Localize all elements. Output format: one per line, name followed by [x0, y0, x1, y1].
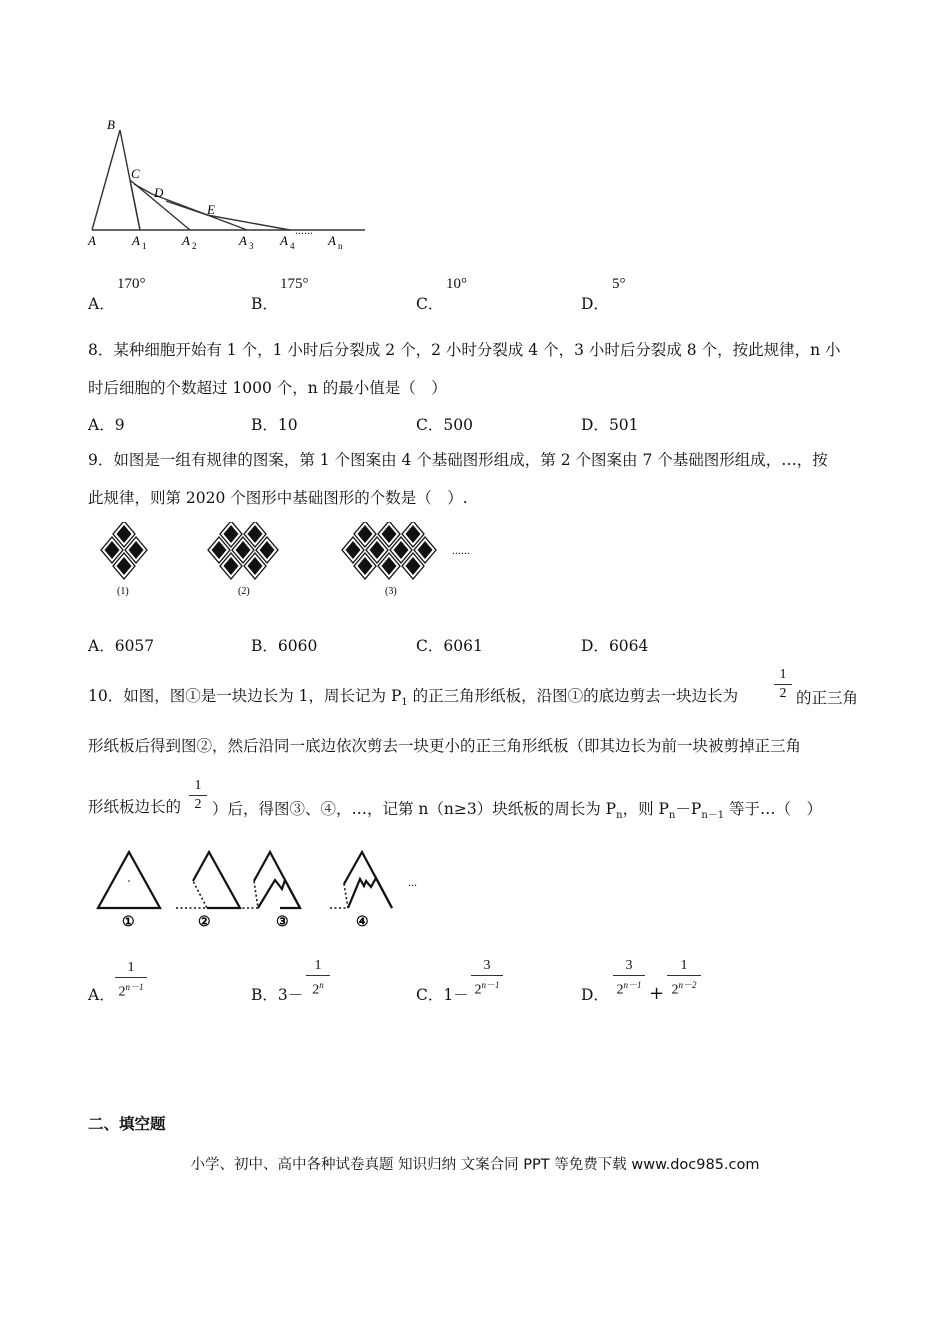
- q10-option-b-letter: B．3－: [251, 986, 304, 1004]
- q10-option-d-fraction-2: 1 $2^{n-2}$: [667, 958, 701, 999]
- q9-option-d: D．6064: [581, 637, 649, 655]
- triangle-cut-figure: [90, 846, 430, 931]
- q7-option-d-value: 5°: [612, 276, 626, 292]
- q10-option-c-letter: C．1－: [416, 986, 469, 1004]
- label-A2: A: [182, 233, 190, 248]
- ellipsis-dots: ......: [295, 223, 313, 237]
- q9-option-c: C．6061: [416, 637, 483, 655]
- label-B: B: [107, 117, 115, 132]
- diamond-pattern-figure: [88, 522, 488, 602]
- label-A3: A: [239, 233, 247, 248]
- triangle-dots: ...: [408, 875, 417, 889]
- q7-option-b-value: 175°: [280, 276, 309, 292]
- q7-option-c-value: 10°: [446, 276, 467, 292]
- q8-text-line1: 8．某种细胞开始有 1 个，1 小时后分裂成 2 个，2 小时分裂成 4 个，3 小时后分裂成 8 个，按此规律，n 小: [88, 341, 841, 359]
- pattern-label-2: (2): [238, 586, 250, 597]
- triangle-label-4: ④: [356, 915, 369, 930]
- q10-option-d-fraction-1: 3 $2^{n-1}$: [613, 958, 645, 999]
- triangle-chain-figure: [82, 112, 372, 257]
- label-C: C: [131, 166, 140, 181]
- label-D: D: [154, 185, 164, 200]
- q7-option-a-value: 170°: [117, 276, 146, 292]
- q7-option-a-letter: A．: [88, 295, 115, 313]
- q10-half-fraction-1: 1 2: [774, 667, 792, 702]
- q7-option-c-letter: C．: [416, 295, 444, 313]
- label-A: A: [88, 233, 96, 248]
- label-An: A: [328, 233, 336, 248]
- q9-option-b: B．6060: [251, 637, 318, 655]
- q10-option-d-letter: D．: [581, 986, 609, 1004]
- q8-option-a: A．9: [88, 416, 125, 434]
- q9-text-line1: 9．如图是一组有规律的图案，第 1 个图案由 4 个基础图形组成，第 2 个图案由 7 个基础图形组成，…，按: [88, 451, 828, 469]
- q10-text-line2: 形纸板后得到图②，然后沿同一底边依次剪去一块更小的正三角形纸板（即其边长为前一块被剪掉正三角: [88, 737, 802, 755]
- q10-option-a-letter: A．: [88, 986, 115, 1004]
- q10-option-a-fraction: 1 $2^{n-1}$: [115, 960, 147, 1001]
- q10-half-fraction-2: 1 2: [189, 778, 207, 813]
- pattern-label-3: (3): [385, 586, 397, 597]
- q10-text-line1: 10．如图，图①是一块边长为 1，周长记为 $P_1$ 的正三角形纸板，沿图①的底边剪去一块边长为: [88, 687, 739, 709]
- q7-option-d-letter: D．: [581, 295, 609, 313]
- label-A3-sub: 3: [249, 241, 254, 251]
- label-A1-sub: 1: [142, 241, 147, 251]
- q10-text-line3a: 形纸板边长的: [88, 798, 182, 816]
- q9-option-a: A．6057: [88, 637, 155, 655]
- triangle-label-1: ①: [122, 915, 135, 930]
- q10-option-c-fraction: 3 $2^{n-1}$: [471, 958, 503, 999]
- q10-text-line3b: ）后，得图③、④，…，记第 n（n≥3）块纸板的周长为 $P_n$，则 $P_n-P_{n-1}$ 等于…（ ）: [212, 800, 823, 822]
- label-A2-sub: 2: [192, 241, 197, 251]
- q9-text-line2: 此规律，则第 2020 个图形中基础图形的个数是（ ）.: [88, 489, 468, 507]
- label-An-sub: n: [338, 241, 343, 251]
- label-A4: A: [280, 233, 288, 248]
- pattern-dots: ......: [452, 543, 470, 557]
- pattern-label-1: (1): [117, 586, 129, 597]
- q8-option-b: B．10: [251, 416, 298, 434]
- q8-option-c: C．500: [416, 416, 473, 434]
- section-title: 二、填空题: [88, 1115, 166, 1133]
- q10-option-b-fraction: 1 2$^n$: [306, 958, 330, 999]
- label-E: E: [207, 202, 215, 217]
- triangle-label-3: ③: [276, 915, 289, 930]
- q10-option-d-plus: +: [649, 983, 665, 1004]
- footer-text: 小学、初中、高中各种试卷真题 知识归纳 文案合同 PPT 等免费下载 www.doc985.com: [190, 1157, 760, 1173]
- label-A4-sub: 4: [290, 241, 295, 251]
- q10-text-line1-tail: 的正三角: [796, 689, 859, 707]
- label-A1: A: [132, 233, 140, 248]
- q8-option-d: D．501: [581, 416, 639, 434]
- q7-option-b-letter: B．: [251, 295, 278, 313]
- triangle-label-2: ②: [198, 915, 211, 930]
- q8-text-line2: 时后细胞的个数超过 1000 个，n 的最小值是（ ）: [88, 379, 447, 397]
